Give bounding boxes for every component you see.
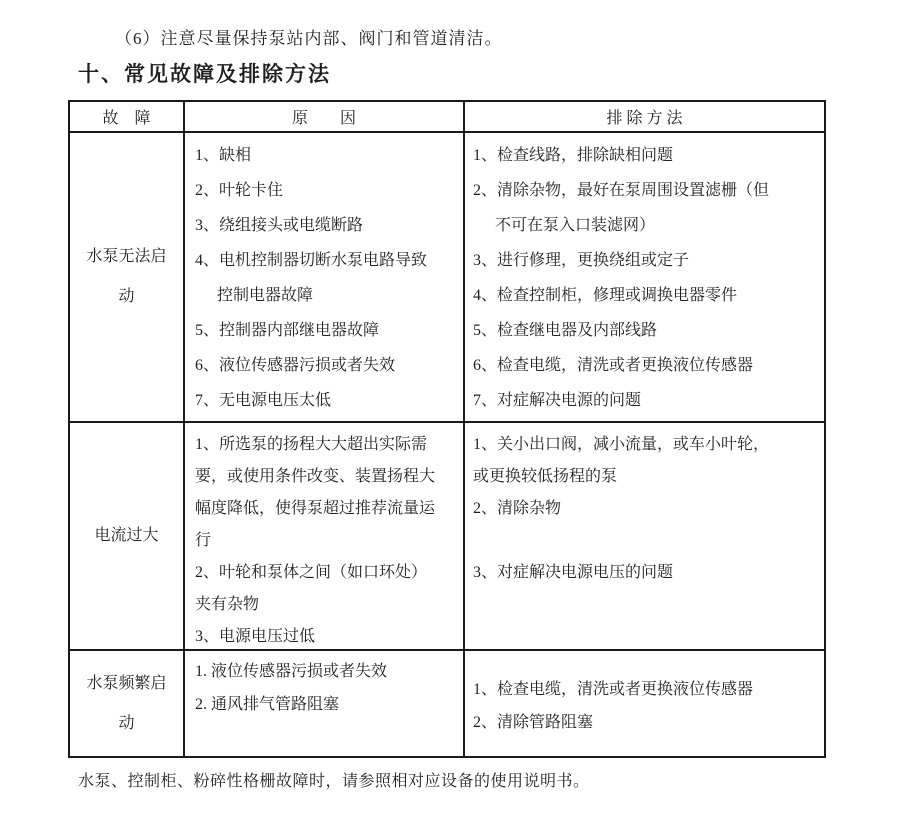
remedy-line: 6、检查电缆，清洗或者更换液位传感器: [473, 357, 754, 374]
cause-line: 7、无电源电压太低: [195, 392, 332, 409]
cause-line-continuation: 夹有杂物: [195, 596, 260, 613]
section-heading: 十、常见故障及排除方法: [78, 62, 331, 86]
remedy-line: 3、对症解决电源电压的问题: [473, 564, 674, 581]
cause-cell-row3: [185, 651, 465, 756]
remedy-line: 2、清除杂物: [473, 500, 562, 517]
cause-line: 3、电源电压过低: [195, 628, 316, 645]
cause-line: 1. 液位传感器污损或者失效: [195, 663, 388, 680]
cause-line: 1、所选泵的扬程大大超出实际需: [195, 436, 428, 453]
blank-line: [473, 525, 818, 557]
remedy-line: 1、检查线路，排除缺相问题: [473, 147, 674, 164]
header-cell-cause: 原 因: [185, 102, 465, 133]
remedy-line: 2、清除杂物，最好在泵周围设置滤栅（但: [473, 182, 770, 199]
cause-line: 1、缺相: [195, 147, 252, 164]
cause-line: 4、电机控制器切断水泵电路导致: [195, 252, 428, 269]
fault-label-line: 动: [118, 288, 135, 305]
remedy-line: 1、关小出口阀，减小流量，或车小叶轮，: [473, 436, 770, 453]
cause-cell-row1: [185, 133, 465, 423]
remedy-cell-row1: [465, 133, 824, 423]
cause-line: 2. 通风排气管路阻塞: [195, 696, 340, 713]
fault-cell-frequent-starts: [70, 651, 185, 756]
cause-line: 2、叶轮和泵体之间（如口环处）: [195, 564, 428, 581]
cause-line: 2、叶轮卡住: [195, 182, 284, 199]
fault-cell-pump-cannot-start: [70, 133, 185, 423]
remedy-line-continuation: 或更换较低扬程的泵: [473, 468, 618, 485]
header-cell-remedy: 排 除 方 法: [465, 102, 824, 133]
cause-line: 6、液位传感器污损或者失效: [195, 357, 396, 374]
remedy-line: 5、检查继电器及内部线路: [473, 322, 658, 339]
fault-label-line: 水泵频繁启: [86, 674, 167, 692]
cause-line-continuation: 行: [195, 532, 212, 549]
fault-label-line: 动: [118, 714, 135, 732]
remedy-line: 1、检查电缆，清洗或者更换液位传感器: [473, 681, 754, 698]
maintenance-note: （6）注意尽量保持泵站内部、阀门和管道清洁。: [115, 29, 503, 48]
cause-line-continuation: 幅度降低，使得泵超过推荐流量运: [195, 500, 436, 517]
table-footnote: 水泵、控制柜、粉碎性格栅故障时，请参照相对应设备的使用说明书。: [78, 773, 590, 790]
remedy-line-continuation: 不可在泵入口装滤网）: [495, 217, 656, 234]
cause-line: 3、绕组接头或电缆断路: [195, 217, 364, 234]
remedy-line: 3、进行修理，更换绕组或定子: [473, 252, 690, 269]
cause-line-continuation: 要，或使用条件改变、装置扬程大: [195, 468, 436, 485]
fault-label-line: 电流过大: [94, 527, 159, 544]
fault-table: [68, 100, 826, 758]
fault-cell-current-too-high: [70, 423, 185, 651]
remedy-cell-row3: [465, 651, 824, 756]
cause-line: 5、控制器内部继电器故障: [195, 322, 380, 339]
fault-label-line: 水泵无法启: [86, 248, 167, 265]
cause-cell-row2: [185, 423, 465, 651]
remedy-line: 2、清除管路阻塞: [473, 714, 594, 731]
remedy-line: 4、检查控制柜，修理或调换电器零件: [473, 287, 738, 304]
remedy-line: 7、对症解决电源的问题: [473, 392, 642, 409]
remedy-cell-row2: [465, 423, 824, 651]
header-cell-fault: 故 障: [70, 102, 185, 133]
cause-line-continuation: 控制电器故障: [217, 287, 314, 304]
